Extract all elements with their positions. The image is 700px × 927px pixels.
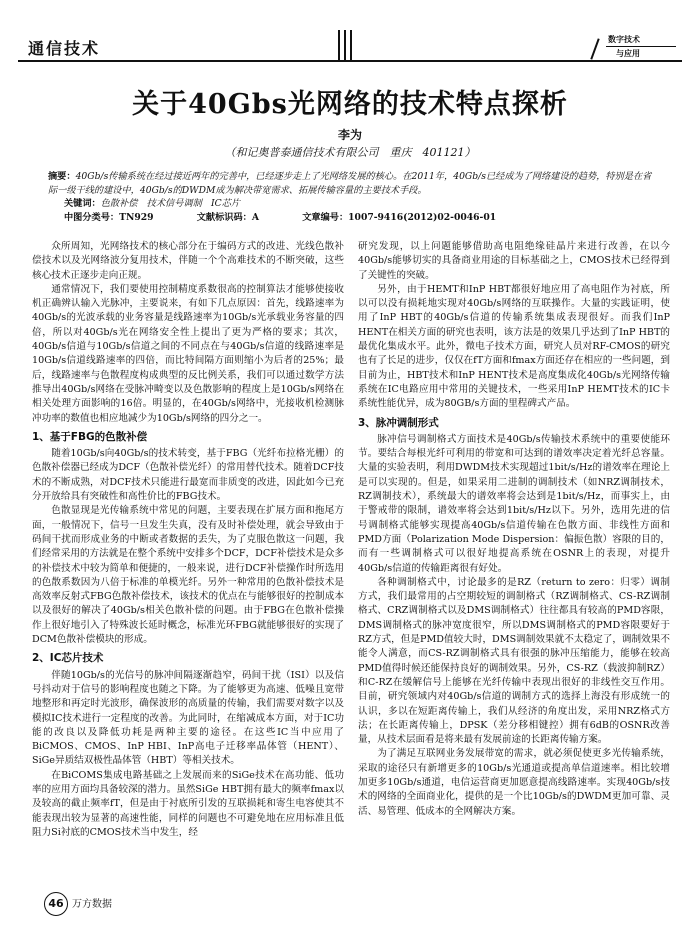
left-column	[32, 240, 344, 840]
section-heading: 2、IC芯片技术	[32, 652, 104, 665]
paragraph: 在BiCOMS集成电路基础之上发展而来的SiGe技术在高功能、低功率的应用方面均具备较深的潜力。虽然SiGe HBT拥有最大的频率fmax以及较高的截止频率fT，但是由于衬底所引发的互联损耗和寄生电容使其不能表现出较为显著的高速性能，同样的问题也不可避免地在应用标准且低阻力Si衬底的CMOS技术当中发生，经	[32, 769, 344, 838]
logo-line2: 与应用	[616, 49, 640, 58]
keywords-label: 关键词：	[64, 198, 101, 209]
keywords	[64, 197, 240, 211]
article-meta	[64, 211, 536, 225]
paragraph: 为了满足互联网业务发展带宽的需求，就必须促使更多光传输系统，采取的途径只有新增更多的10Gb/s光通道或提高单信道速率。相比较增加更多10Gb/s通道，电信运营商更加愿意提高线路速率。实现40Gb/s技术的网络的全面商业化，提供的是一个比10Gb/s的DWDM更加可靠、灵活、易管理、低成本的全网解决方案。	[358, 748, 670, 817]
section-heading: 1、基于FBG的色散补偿	[32, 430, 148, 443]
header-rule	[18, 60, 682, 62]
paragraph: 众所周知，光网络技术的核心部分在于编码方式的改进、光线色散补偿技术以及光网络波分复用技术，伴随一个个高难技术的不断突破，这些核心技术正逐步走向正规。	[32, 241, 344, 281]
paragraph: 伴随10Gb/s的光信号的脉冲间隔逐渐趋窄，码间干扰（ISI）以及信号抖动对于信号的影响程度也随之下降。为了能够更为高速、低噪且宽带地整形和再定时光波形，确保波形的高质量的传输，我们需要对数字以及模拟IC技术进行一定程度的改善。为此同时，在缩减成本方面，对于IC功能的改良以及降低功耗是两种主要的途径。在这些IC当中应用了BiCMOS、CMOS、InP HBI、InP高电子迁移率晶体管（HENT）、SiGe异质结双极性晶体管（HBT）等相关技术。	[32, 669, 344, 767]
abstract-text: 40Gb/s传输系统在经过接近两年的完善中，已经逐步走上了光网络发展的核心。在2011年，40Gb/s已经成为了网络建设的趋势，特别是在省际一级干线的建设中，40Gb/s的DWDM成为解决带宽需求、拓展传输容量的主要技术手段。	[48, 171, 652, 196]
logo-line1: 数字技术	[608, 35, 640, 44]
section-label: 通信技术	[28, 39, 101, 58]
source-label: 万方数据	[72, 899, 112, 910]
keywords-text: 色散补偿 技术信号调制 IC芯片	[100, 198, 241, 209]
page-number: 46	[44, 892, 68, 916]
right-column	[358, 240, 670, 819]
abstract-label: 摘要：	[48, 171, 76, 182]
paragraph: 通常情况下，我们要使用控制精度系数很高的控制算法才能够使接收机正确辨认输入光脉冲，主要说来，有如下几点原因：首先，线路速率为40Gb/s的光波承载的业务容量是线路速率为10Gb/s光承载业务容量的四倍，所以对40Gb/s光在网络安全性上提出了更为严格的要求；其次，40Gb/s信道与10Gb/s信道之间的不同点在与40Gb/s信道的线路速率是10Gb/s信道线路速率的四倍，而比特间隔方面则缩小为后者的25%；最后，线路速率与色散程度构成典型的反比例关系，我们可以通过数学方法推导出40Gb/s网络在受脉冲畸变以及色散影响的程度上是10Gb/s网络在相关处理方面影响的16倍。明显的，在40Gb/s网络中，光接收机检测脉冲功率的数值也相应地减少为10Gb/s网络的四分之一。	[32, 283, 344, 424]
abstract	[48, 170, 654, 197]
header-bars-decoration	[336, 30, 352, 60]
paragraph: 各种调制格式中，讨论最多的是RZ（return to zero：归零）调制方式，我们最常用的占空期较短的调制格式（RZ调制格式、CS-RZ调制格式、CRZ调制格式以及DMS调制格式）往往都具有较高的PMD容限，DMS调制格式的脉冲宽度很窄，所以DMS调制格式的PMD容限要好于RZ方式，但是PMD值较大时，DMS调制效果就不太稳定了，调制效果不能令人满意，而CS-RZ调制格式具有很强的脉冲压缩能力，能够在较高PMD值得时候还能保持良好的调制效果。另外，CS-RZ（载波抑制RZ）和C-RZ在缓解信号上能够在光纤传输中表现出很好的非线性交互作用。目前，研究领域内对40Gb/s信道的调制方式的选择上海没有形成统一的认识，多以在短距离传输上，我们从经济的角度出发，采用NRZ格式方法；在长距离传输上，DPSK（差分移相键控）拥有6dB的OSNR改善量，从技术层面看是将来最有发展前途的长距离传输方案。	[358, 576, 670, 746]
article-number: 文章编号：1007-9416(2012)02-0046-01	[302, 212, 497, 223]
clc-number: 中图分类号：TN929	[64, 212, 154, 223]
logo-stroke	[590, 38, 599, 59]
affiliation: （和记奥普泰通信技术有限公司 重庆 401121）	[224, 146, 476, 159]
author: 李为	[337, 128, 362, 142]
paragraph: 随着10Gb/s向40Gb/s的技术转变，基于FBG（光纤布拉格光栅）的色散补偿器已经成为DCF（色散补偿光纤）的常用替代技术。随着DCF技术的不断成熟，对DCF技术只能进行最宽而非质变的改进，因此如今已充分开放给具有突破性和高性价比的FBG技术。	[32, 448, 345, 503]
page-footer	[44, 892, 112, 916]
logo-line	[606, 46, 676, 47]
journal-logo	[588, 32, 684, 62]
section-heading: 3、脉冲调制形式	[358, 416, 439, 429]
doc-code: 文献标识码：A	[196, 212, 260, 223]
paragraph: 研究发现，以上问题能够借助高电阻绝缘硅晶片来进行改善，在以今40Gb/s能够切实的具备商业用途的目标基础之上，CMOS技术已经得到了关键性的突破。	[358, 241, 670, 281]
article-title: 关于40Gbs光网络的技术特点探析	[132, 89, 568, 120]
paragraph: 另外，由于HEMT和InP HBT都很好地应用了高电阻作为衬底，所以可以没有损耗地实现对40Gb/s网络的互联操作。大量的实践证明，使用了InP HBT的40Gb/s信道的传输系统集成表现很好。而我们InP HENT在相关方面的研究也表明，该方法是的效果几乎达到了InP HBT的最优化集成水平。此外，微电子技术方面，研究人员对RF-CMOS的研究也有了长足的进步，仅仅在fT方面和fmax方面还存在相应的一些问题，到目前为止，HBT技术和InP HENT技术是高度集成化40Gb/s光网络传输系统在IC电路应用中常用的关键技术，一些采用InP HEMT技术的IC卡系统性能优异，成为80GB/s方面的里程碑式产品。	[358, 283, 670, 410]
paragraph: 色散显现是光传输系统中常见的问题，主要表现在扩展方面和拖尾方面，一般情况下，信号一旦发生失真，没有及时补偿处理，就会导致由于码间干扰而形成业务的中断或者数据的丢失，为了克服色散这一问题，我们经常采用的方法就是在整个系统中安排多个DCF，DCF补偿技术是众多的补偿技术中较为简单和便捷的，一般来说，进行DCF补偿操作时所选用的色散系数因为八倍于标准的单模光纤。另外一种常用的色散补偿技术是高效率反射式FBG色散补偿技术，该技术的优点在与能够很好的控制成本以及很好的解决了40Gb/s相关色散补偿的问题。由于FBG在色散补偿操作上很好地引入了特殊波长延时概念，标准光环FBG就能够很好的实现了DCM色散补偿模块的形成。	[32, 505, 345, 646]
paragraph: 脉冲信号调制格式方面技术是40Gb/s传输技术系统中的重要使能环节。要结合每根光纤可利用的带宽和可达到的谱效率决定着光纤总容量。大量的实验表明，利用DWDM技术实现超过1bit/s/Hz的谱效率在理论上是可以实现的。但是，如果采用二进制的调制技术（如NRZ调制技术，RZ调制技术），系统最大的谱效率将会达到是1bit/s/Hz，而事实上，由于警戒带的限制，谱效率将会达到1bit/s/Hz以下。另外，选用先进的信号调制格式能够实现提高40Gb/s信道传输在色散方面、非线性方面和PMD方面（Polarization Mode Dispersion：偏振色散）容限的目的，而有一些调制格式可以很好地提高系统在OSNR上的表现，对提升40Gb/s信道的传输距离很有好处。	[358, 433, 670, 574]
